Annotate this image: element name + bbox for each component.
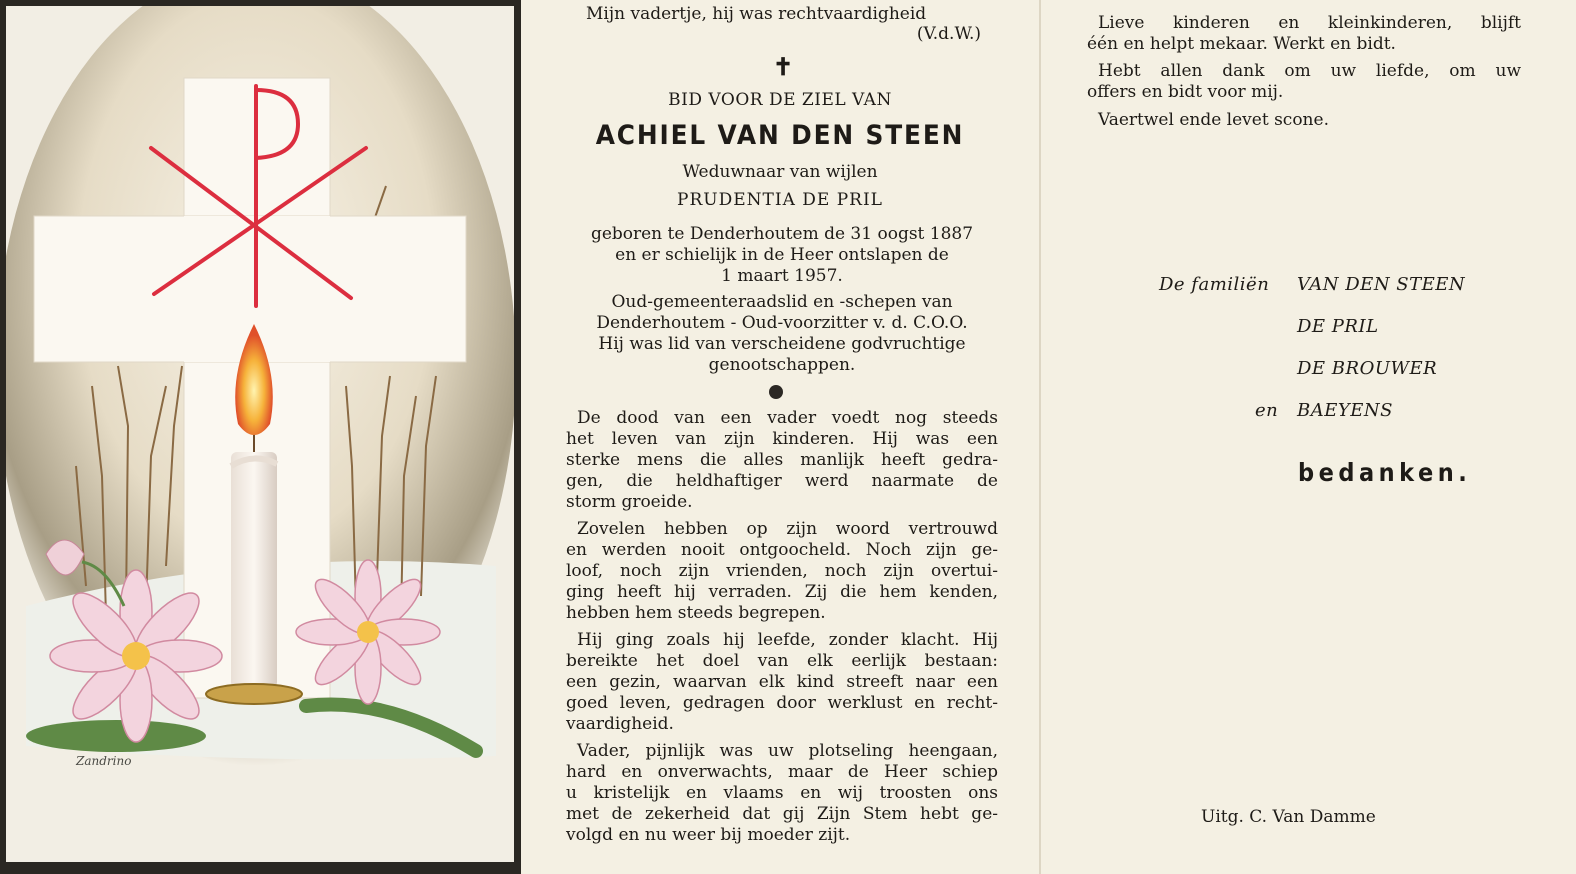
text-line: volgd en nu weer bij moeder zijt. — [566, 825, 851, 845]
thanks-panel — [1041, 0, 1576, 874]
right-paragraph-2 — [1087, 61, 1521, 103]
text-line: Hij was lid van verscheidene godvruchtige — [598, 334, 966, 354]
text-line: sterke mens die alles manlijk heeft gedra- — [566, 450, 998, 470]
family-name: VAN DEN STEEN — [1297, 274, 1466, 295]
text-line: Lieve kinderen en kleinkinderen, blijft — [1098, 13, 1521, 33]
right-paragraph-3 — [1087, 110, 1521, 131]
artist-signature: Zandrino — [76, 754, 132, 768]
text-line: Hij ging zoals hij leefde, zonder klacht. Hij — [577, 630, 998, 650]
text-line: gen, die heldhaftiger werd naarmate de — [566, 471, 998, 491]
motto-text: Mijn vadertje, hij was rechtvaardigheid — [586, 4, 927, 24]
text-line: geboren te Denderhoutem de 31 oogst 1887 — [590, 224, 974, 244]
family-name: DE BROUWER — [1297, 358, 1438, 379]
text-line: loof, noch zijn vrienden, noch zijn overtui- — [566, 561, 998, 581]
text-line: het leven van zijn kinderen. Hij was een — [566, 429, 998, 449]
text-line: Vaertwel ende levet scone. — [1098, 110, 1329, 130]
text-line: Oud-gemeenteraadslid en -schepen van — [611, 292, 953, 312]
candle-holder — [206, 684, 302, 704]
candle — [231, 452, 277, 688]
text-line: offers en bidt voor mij. — [1087, 82, 1284, 102]
bullet-icon — [769, 385, 783, 399]
paragraph-2 — [566, 519, 998, 624]
motto-attribution: (V.d.W.) — [916, 24, 981, 44]
text-line: met de zekerheid dat gij Zijn Stem hebt ge- — [566, 804, 998, 824]
widower-line: Weduwnaar van wijlen — [682, 162, 878, 182]
cross-icon: ✝ — [773, 52, 794, 81]
text-line: u kristelijk en vlaams en wij troosten ons — [566, 783, 998, 803]
illustration — [6, 6, 514, 862]
obituary-panel — [521, 0, 1039, 874]
text-line: Vader, pijnlijk was uw plotseling heengaan, — [577, 741, 998, 761]
text-line: goed leven, gedragen door werklust en recht- — [566, 693, 998, 713]
text-line: Denderhoutem - Oud-voorzitter v. d. C.O.O. — [596, 313, 968, 333]
publisher-credit: Uitg. C. Van Damme — [1201, 807, 1376, 827]
text-line: 1 maart 1957. — [721, 266, 843, 286]
text-line: en werden nooit ontgoocheld. Noch zijn ge- — [566, 540, 998, 560]
text-line: Hebt allen dank om uw liefde, om uw — [1098, 61, 1521, 81]
text-line: vaardigheid. — [566, 714, 674, 734]
text-line: hebben hem steeds begrepen. — [566, 603, 826, 623]
text-line: genootschappen. — [708, 355, 856, 375]
text-line: en er schielijk in de Heer ontslapen de — [615, 245, 949, 265]
text-line: storm groeide. — [566, 492, 693, 512]
paragraph-3 — [566, 630, 998, 735]
picture-panel — [0, 0, 521, 874]
text-line: ging heeft hij verraden. Zij die hem kenden, — [566, 582, 998, 602]
paragraph-1 — [566, 408, 998, 513]
families-prefix: De familiën — [1159, 274, 1270, 295]
offices-block — [566, 292, 998, 376]
text-line: hard en onverwachts, maar de Heer schiep — [566, 762, 998, 782]
text-line: een gezin, waarvan elk kind streeft naar een — [566, 672, 998, 692]
paragraph-4 — [566, 741, 998, 846]
right-paragraph-1 — [1087, 13, 1521, 55]
wife-name: PRUDENTIA DE PRIL — [677, 190, 883, 210]
text-line: Zovelen hebben op zijn woord vertrouwd — [577, 519, 998, 539]
text-line: één en helpt mekaar. Werkt en bidt. — [1087, 34, 1396, 54]
text-line: De dood van een vader voedt nog steeds — [577, 408, 998, 428]
pray-line: BID VOOR DE ZIEL VAN — [668, 90, 892, 110]
family-name: DE PRIL — [1297, 316, 1379, 337]
deceased-name: ACHIEL VAN DEN STEEN — [595, 120, 965, 151]
birth-death-block — [566, 224, 998, 287]
motto — [586, 4, 981, 44]
text-line: bereikte het doel van elk eerlijk bestaan: — [566, 651, 998, 671]
cross-candle-illustration — [6, 6, 514, 862]
thanks-word: bedanken. — [1298, 458, 1472, 487]
family-name: BAEYENS — [1297, 400, 1393, 421]
families-conjunction: en — [1255, 400, 1279, 421]
